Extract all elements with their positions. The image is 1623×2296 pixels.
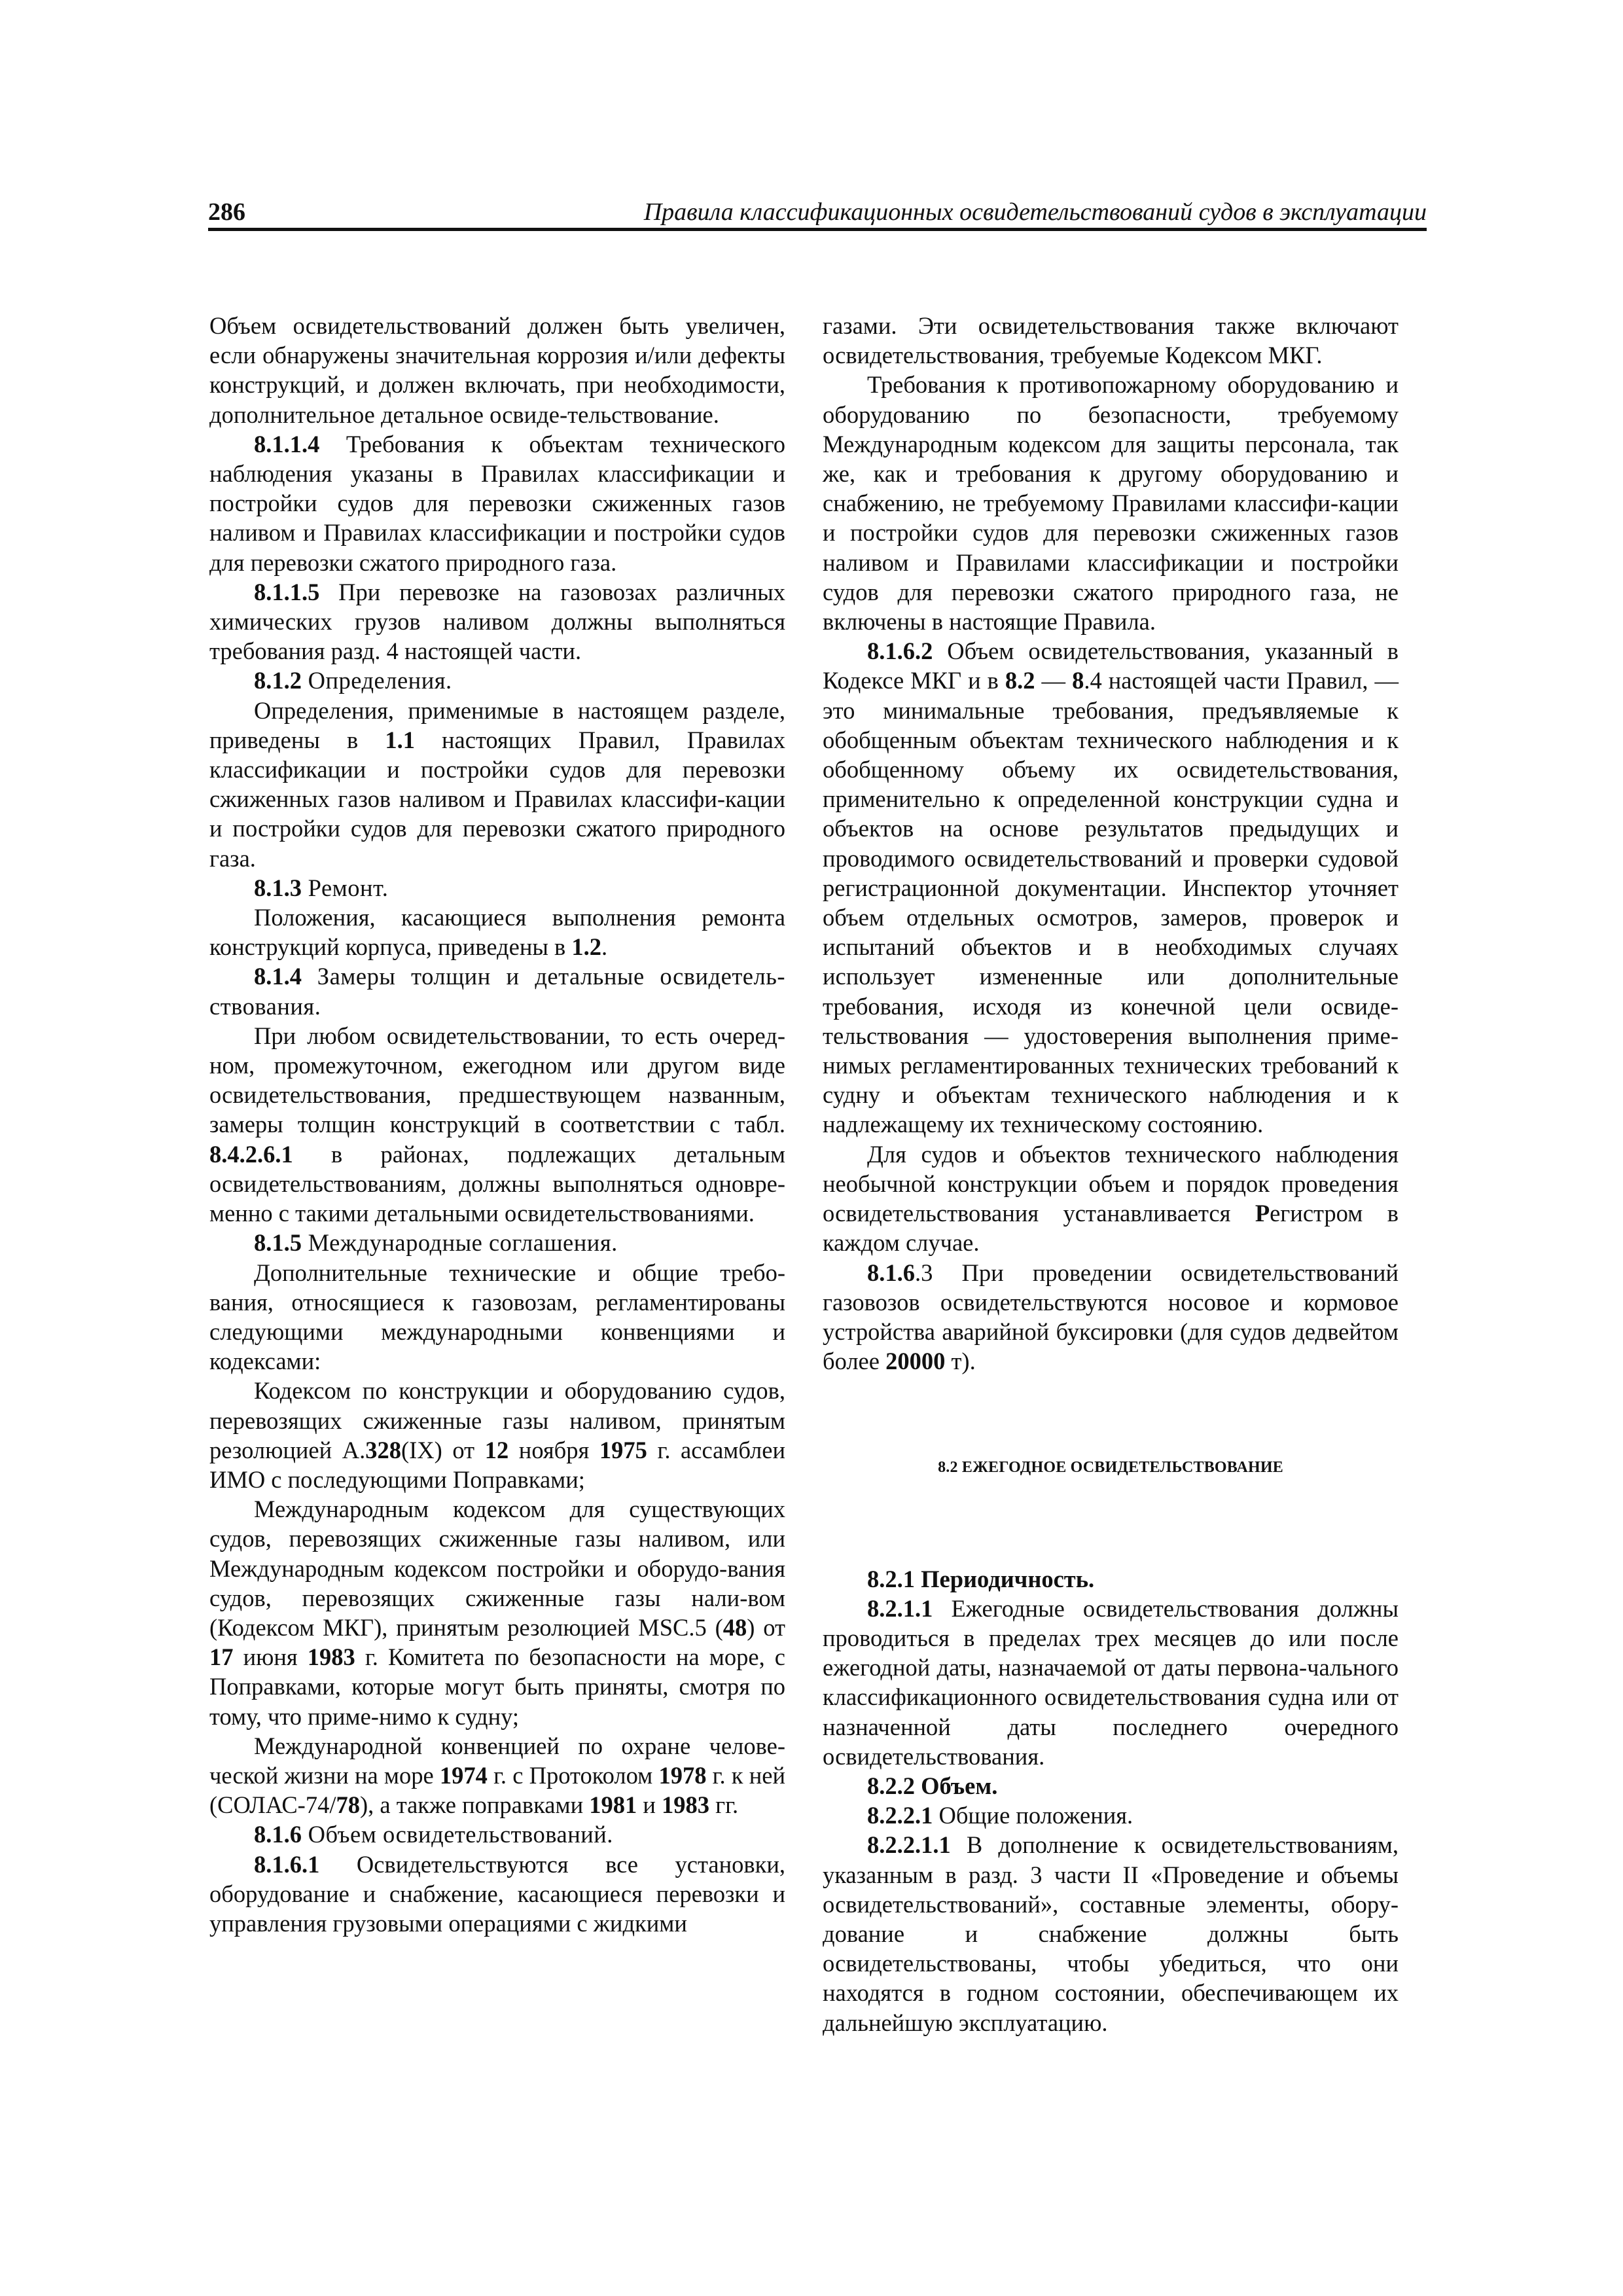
clause-number: 8.1.6 (867, 1259, 915, 1286)
paragraph: При любом освидетельствовании, то есть очеред-ном, промежуточном, ежегодном или другом виде освидетельствования, предшествующем названным, замеры толщин конструкций в соответствии с табл. 8.4.2.6.1 в районах, подлежащих детальным освидетельствованиям, должны выполняться одновре-менно с такими детальными освидетельствованиями. (209, 1022, 785, 1227)
clause-number: 8.1.6.1 (254, 1850, 320, 1878)
clause-number: 8.2.1.1 (867, 1594, 933, 1622)
clause-number: 8.1.3 (254, 874, 302, 901)
paragraph: 8.1.1.5 При перевозке на газовозах различных химических грузов наливом должны выполняться требования разд. 4 настоящей части. (209, 578, 785, 665)
paragraph: Требования к противопожарному оборудованию и оборудованию по безопасности, требуемому Международным кодексом для защиты персонала, так же, как и требования к другому оборудованию и снабжению, не требуемому Правилами классифи-кации и постройки судов для перевозки сжиженных газов наливом и Правилами классификации и постройки судов для перевозки сжатого природного газа, не включены в настоящие Правила. (823, 371, 1399, 636)
paragraph: Международной конвенцией по охране челове-ческой жизни на море 1974 г. с Протоколом 1978 г. к ней (СОЛАС-74/78), а также поправками 1981 и 1983 гг. (209, 1732, 785, 1819)
subsection-heading: 8.1.5 Международные соглашения. (254, 1229, 618, 1257)
subsection-heading: 8.1.3 Ремонт. (254, 874, 389, 901)
paragraph: Положения, касающиеся выполнения ремонта конструкций корпуса, приведены в 1.2. (209, 904, 785, 961)
clause-number: 8.2.2.1.1 (867, 1831, 951, 1859)
paragraph: 8.1.6.2 Объем освидетельствования, указанный в Кодексе МКГ и в 8.2 — 8.4 настоящей части Правил, — это минимальные требования, предъявляемые к обобщенным объектам технического наблюдения и к обобщенному объему их освидетельствования, применительно к определенной конструкции судна и объектов на основе результатов предыдущих и проводимого освидетельствований и проверки судовой регистрационной документации. Инспектор уточняет объем отдельных осмотров, замеров, проверок и испытаний объектов и в необходимых случаях использует измененные или дополнительные требования, исходя из конечной цели освиде-тельствования — удостоверения выполнения приме-нимых регламентированных технических требований к судну и объектам технического наблюдения и к надлежащему их техническому состоянию. (823, 637, 1399, 1138)
subsection-heading: 8.1.2 Определения. (254, 667, 452, 694)
clause-number: 8.1.6 (254, 1821, 302, 1848)
paragraph: Дополнительные технические и общие требо-вания, относящиеся к газовозам, регламентированы следующими международными конвенциями и кодексами: (209, 1259, 785, 1375)
subsection-heading: 8.2.1 Периодичность. (867, 1565, 1095, 1592)
clause-number: 8.1.4 (254, 963, 302, 990)
right-column (823, 311, 1399, 2037)
clause-number: 8.2.2 (867, 1772, 915, 1799)
clause-number: 8.1.6.2 (867, 637, 933, 665)
page-header (208, 199, 1427, 231)
paragraph: 8.2.1.1 Ежегодные освидетельствования должны проводиться в пределах трех месяцев до или после ежегодной даты, назначаемой от даты первона-чального классификационного освидетельствования судна или от назначенной даты последнего очередного освидетельствования. (823, 1594, 1399, 1770)
clause-number: 8.2.2.1 (867, 1802, 933, 1829)
paragraph: 8.1.1.4 Требования к объектам технического наблюдения указаны в Правилах классификации и постройки судов для перевозки сжиженных газов наливом и Правилах классификации и постройки судов для перевозки сжатого природного газа. (209, 430, 785, 576)
clause-number: 8.2.1 (867, 1565, 915, 1592)
paragraph: 8.1.6.1 Освидетельствуются все установки, оборудование и снабжение, касающиеся перевозки и управления грузовыми операциями с жидкими (209, 1850, 785, 1937)
subsection-heading: 8.2.2.1 Общие положения. (867, 1802, 1133, 1829)
subsection-heading: 8.2.2 Объем. (867, 1772, 998, 1799)
subsection-heading: 8.1.6 Объем освидетельствований. (254, 1821, 613, 1848)
paragraph: Определения, применимые в настоящем разделе, приведены в 1.1 настоящих Правил, Правилах классификации и постройки судов для перевозки сжиженных газов наливом и Правилах классифи-кации и постройки судов для перевозки сжатого природного газа. (209, 696, 786, 872)
clause-number: 8.1.5 (254, 1229, 302, 1257)
clause-number: 8.1.2 (254, 667, 302, 694)
page-number: 286 (208, 198, 245, 226)
paragraph: газами. Эти освидетельствования также включают освидетельствования, требуемые Кодексом МКГ. (823, 312, 1399, 369)
paragraph: Международным кодексом для существующих судов, перевозящих сжиженные газы наливом, или Международным кодексом постройки и оборудо-вания судов, перевозящих сжиженные газы нали-вом (Кодексом МКГ), принятым резолюцией MSC.5 (48) от 17 июня 1983 г. Комитета по безопасности на море, с Поправками, которые могут быть приняты, смотря по тому, что приме-нимо к судну; (209, 1496, 785, 1730)
paragraph: Кодексом по конструкции и оборудованию судов, перевозящих сжиженные газы наливом, принятым резолюцией А.328(IX) от 12 ноября 1975 г. ассамблеи ИМО с последующими Поправками; (209, 1377, 786, 1493)
left-column (209, 311, 785, 1938)
clause-number: 8.1.1.4 (254, 430, 320, 457)
paragraph: 8.2.2.1.1 В дополнение к освидетельствованиям, указанным в разд. 3 части II «Проведение и объемы освидетельствований», составные элементы, обору-дование и снабжение должны быть освидетельствованы, чтобы убедиться, что они находятся в годном состоянии, обеспечивающем их дальнейшую эксплуатацию. (823, 1831, 1399, 2036)
paragraph: Для судов и объектов технического наблюдения необычной конструкции объем и порядок проведения освидетельствования устанавливается Регистром в каждом случае. (823, 1140, 1399, 1257)
clause-number: 8.1.1.5 (254, 578, 320, 605)
paragraph: Объем освидетельствований должен быть увеличен, если обнаружены значительная коррозия и/или дефекты конструкций, и должен включать, при необходимости, дополнительное детальное освиде-тельствование. (209, 312, 785, 428)
subsection-heading: 8.1.4 Замеры толщин и детальные освидетель-ствования. (209, 963, 785, 1020)
running-title: Правила классификационных освидетельствований судов в эксплуатации (643, 198, 1427, 226)
section-heading: 8.2 ЕЖЕГОДНОЕ ОСВИДЕТЕЛЬСТВОВАНИЕ (938, 1459, 1283, 1477)
paragraph: 8.1.6.3 При проведении освидетельствований газовозов освидетельствуются носовое и кормовое устройства аварийной буксировки (для судов дедвейтом более 20000 т). (823, 1259, 1399, 1375)
